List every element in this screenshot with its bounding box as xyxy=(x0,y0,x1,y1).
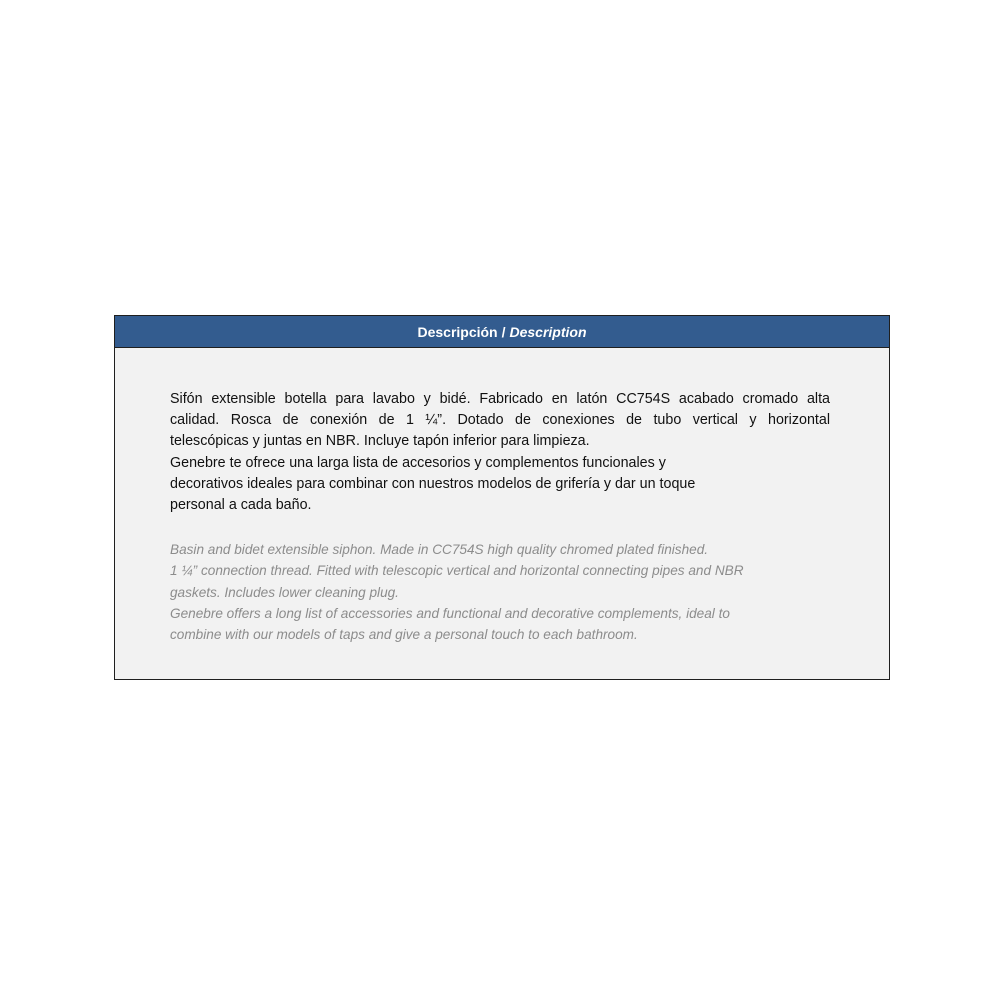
header-title-en: Description xyxy=(509,323,587,340)
english-description xyxy=(170,539,830,645)
english-line: 1 ¼” connection thread. Fitted with telescopic vertical and horizontal connecting pipes and NBR xyxy=(170,563,744,579)
header-separator: / xyxy=(501,323,506,340)
header-title-es: Descripción xyxy=(417,323,498,340)
spanish-line: calidad. Rosca de conexión de 1 ¼”. Dotado de conexiones de tubo vertical y horizontal xyxy=(170,412,830,429)
english-line: Basin and bidet extensible siphon. Made in CC754S high quality chromed plated finished. xyxy=(170,542,709,558)
description-box xyxy=(114,315,890,680)
english-line: Genebre offers a long list of accessories and functional and decorative complements, ideal to xyxy=(170,605,730,621)
description-body xyxy=(170,389,830,645)
spanish-line: Genebre te ofrece una larga lista de accesorios y complementos funcionales y xyxy=(170,454,666,471)
spanish-line: personal a cada baño. xyxy=(170,496,312,513)
spanish-line: decorativos ideales para combinar con nuestros modelos de grifería y dar un toque xyxy=(170,475,696,492)
spanish-line: telescópicas y juntas en NBR. Incluye tapón inferior para limpieza. xyxy=(170,433,590,450)
description-header xyxy=(115,316,889,348)
spanish-description xyxy=(170,389,830,516)
spanish-line: Sifón extensible botella para lavabo y bidé. Fabricado en latón CC754S acabado cromado alta xyxy=(170,391,830,407)
english-line: gaskets. Includes lower cleaning plug. xyxy=(170,584,399,600)
english-line: combine with our models of taps and give a personal touch to each bathroom. xyxy=(170,626,638,642)
